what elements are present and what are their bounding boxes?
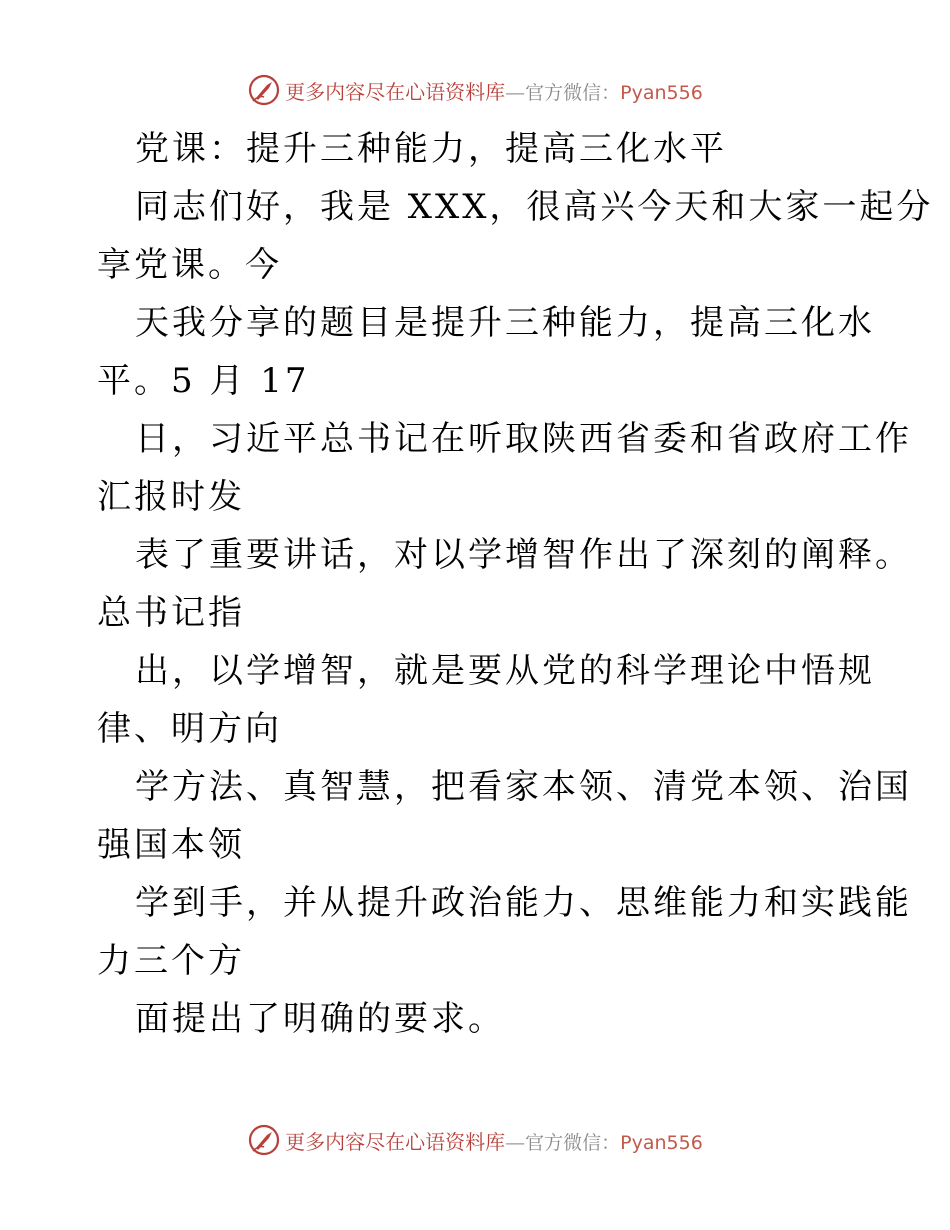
banner-main-text: 更多内容尽在心语资料库 (285, 1129, 506, 1154)
paragraph-line: 同志们好，我是 XXX，很高兴今天和大家一起分 (135, 187, 934, 227)
banner-account: Pyan556 (620, 81, 703, 104)
banner-text (285, 76, 703, 105)
banner-separator: — (505, 1129, 526, 1154)
paragraph-line: 力三个方 (97, 941, 245, 981)
paragraph-line: 面提出了明确的要求。 (135, 999, 505, 1039)
document-body (97, 120, 934, 1048)
paragraph-line: 出，以学增智，就是要从党的科学理论中悟规 (135, 651, 875, 691)
document-title: 党课：提升三种能力，提高三化水平 (135, 129, 727, 169)
footer-banner (0, 1120, 950, 1160)
paragraph-line: 律、明方向 (97, 709, 282, 749)
banner-text (285, 1126, 703, 1155)
paragraph-line: 天我分享的题目是提升三种能力，提高三化水 (135, 303, 875, 343)
paragraph-line: 总书记指 (97, 593, 245, 633)
paragraph-line: 日，习近平总书记在听取陕西省委和省政府工作 (135, 419, 912, 459)
paragraph-line: 表了重要讲话，对以学增智作出了深刻的阐释。 (135, 535, 912, 575)
pen-nib-logo-icon (247, 1123, 281, 1157)
paragraph-line: 汇报时发 (97, 477, 245, 517)
pen-nib-logo-icon (247, 73, 281, 107)
paragraph-line: 强国本领 (97, 825, 245, 865)
banner-sub-text: 官方微信： (525, 1131, 621, 1154)
banner-main-text: 更多内容尽在心语资料库 (285, 79, 506, 104)
paragraph-line: 享党课。今 (97, 245, 282, 285)
header-banner (0, 70, 950, 110)
paragraph-line: 学方法、真智慧，把看家本领、清党本领、治国 (135, 767, 912, 807)
banner-account: Pyan556 (620, 1131, 703, 1154)
banner-sub-text: 官方微信： (525, 81, 621, 104)
paragraph-line: 学到手，并从提升政治能力、思维能力和实践能 (135, 883, 912, 923)
banner-separator: — (505, 79, 526, 104)
paragraph-line: 平。5 月 17 (97, 361, 310, 401)
